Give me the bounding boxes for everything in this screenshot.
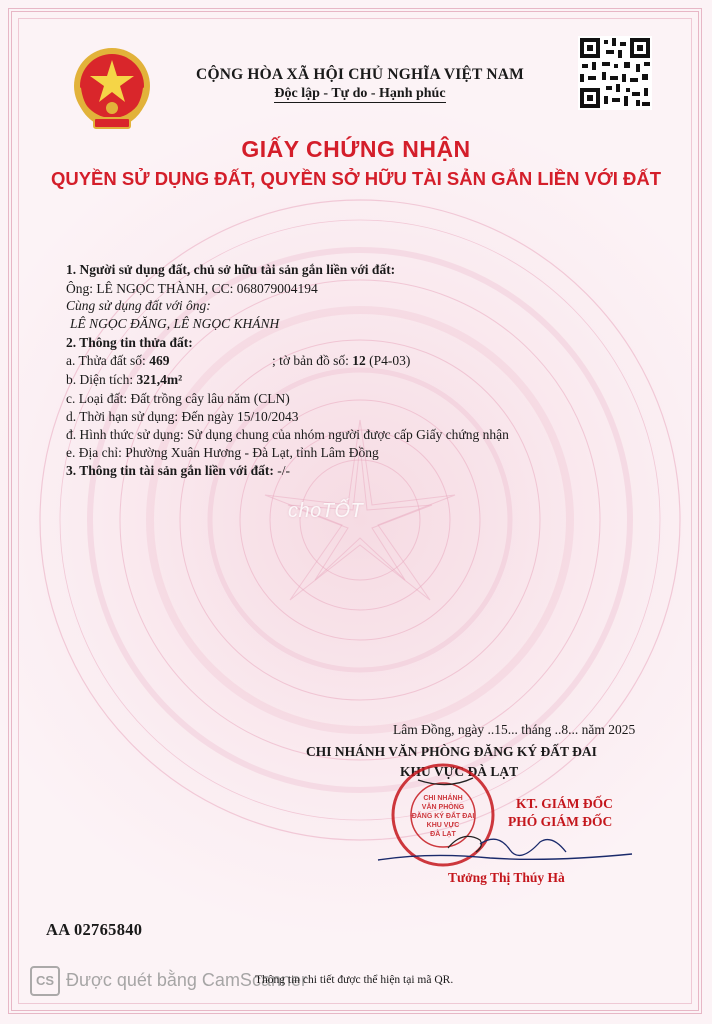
co-users-names: LÊ NGỌC ĐĂNG, LÊ NGỌC KHÁNH (70, 316, 280, 331)
svg-text:CHI NHÁNH: CHI NHÁNH (423, 795, 463, 802)
issue-date-line: Lâm Đồng, ngày ..15... tháng ..8... năm 2025 (393, 722, 636, 737)
section-3-heading: 3. Thông tin tài sản gắn liền với đất: (66, 463, 274, 478)
section-1-heading: 1. Người sử dụng đất, chủ sở hữu tài sản gắn liền với đất: (66, 262, 396, 277)
svg-text:KHU VỰC: KHU VỰC (426, 822, 460, 829)
area-value: 321,4m² (136, 372, 183, 387)
map-sheet-number: 12 (352, 353, 366, 368)
office-name-line1: CHI NHÁNH VĂN PHÒNG ĐĂNG KÝ ĐẤT ĐAI (306, 744, 597, 759)
owner-line: Ông: LÊ NGỌC THÀNH, CC: 068079004194 (66, 281, 318, 296)
map-sheet-code: (P4-03) (369, 353, 411, 368)
deputy-director-label: PHÓ GIÁM ĐỐC (508, 814, 613, 829)
svg-text:VĂN PHÒNG: VĂN PHÒNG (421, 804, 465, 811)
certificate-title: GIẤY CHỨNG NHẬN (241, 136, 471, 162)
usage-form-line: đ. Hình thức sử dụng: Sử dụng chung của nhóm người được cấp Giấy chứng nhận (66, 427, 509, 442)
certificate-subtitle: QUYỀN SỬ DỤNG ĐẤT, QUYỀN SỞ HỮU TÀI SẢN GẮN LIỀN VỚI ĐẤT (50, 168, 662, 189)
handwritten-signature (370, 830, 640, 870)
signer-name: Tưởng Thị Thúy Hà (448, 870, 565, 885)
duration-line: d. Thời hạn sử dụng: Đến ngày 15/10/2043 (66, 409, 299, 424)
area-label: b. Diện tích: (66, 372, 134, 387)
parcel-label: a. Thửa đất số: (66, 353, 146, 368)
map-sheet-row (272, 353, 410, 369)
section-3-row (66, 463, 290, 479)
map-sheet-label: ; tờ bản đồ số: (272, 353, 349, 368)
svg-text:ĐĂNG KÝ ĐẤT ĐAI: ĐĂNG KÝ ĐẤT ĐAI (411, 813, 475, 820)
kt-director-label: KT. GIÁM ĐỐC (516, 796, 613, 811)
qr-code-icon (578, 36, 652, 110)
parcel-row (66, 353, 169, 369)
section-2-heading: 2. Thông tin thửa đất: (66, 335, 193, 350)
serial-number: AA 02765840 (46, 920, 143, 939)
national-motto (150, 86, 570, 102)
section-3-value: -/- (277, 463, 291, 478)
chotot-watermark: choTỐT (288, 500, 364, 522)
svg-text:ĐÀ LẠT: ĐÀ LẠT (430, 831, 456, 838)
national-emblem-icon (64, 42, 160, 138)
camscanner-logo-icon: CS (30, 966, 60, 996)
camscanner-text: Được quét bằng CamScanner (66, 969, 307, 990)
national-motto-text: Độc lập - Tự do - Hạnh phúc (274, 86, 446, 101)
area-row (66, 372, 182, 388)
parcel-number: 469 (149, 353, 170, 368)
co-users-label: Cùng sử dụng đất với ông: (66, 298, 211, 313)
country-name: CỘNG HÒA XÃ HỘI CHỦ NGHĨA VIỆT NAM (196, 66, 524, 83)
land-type-line: c. Loại đất: Đất trồng cây lâu năm (CLN) (66, 391, 290, 406)
address-line: e. Địa chỉ: Phường Xuân Hương - Đà Lạt, tỉnh Lâm Đồng (66, 445, 379, 460)
qr-footnote: Thông tin chi tiết được thể hiện tại mã QR. (255, 974, 454, 986)
office-name-line2: KHU VỰC ĐÀ LẠT (400, 764, 519, 779)
